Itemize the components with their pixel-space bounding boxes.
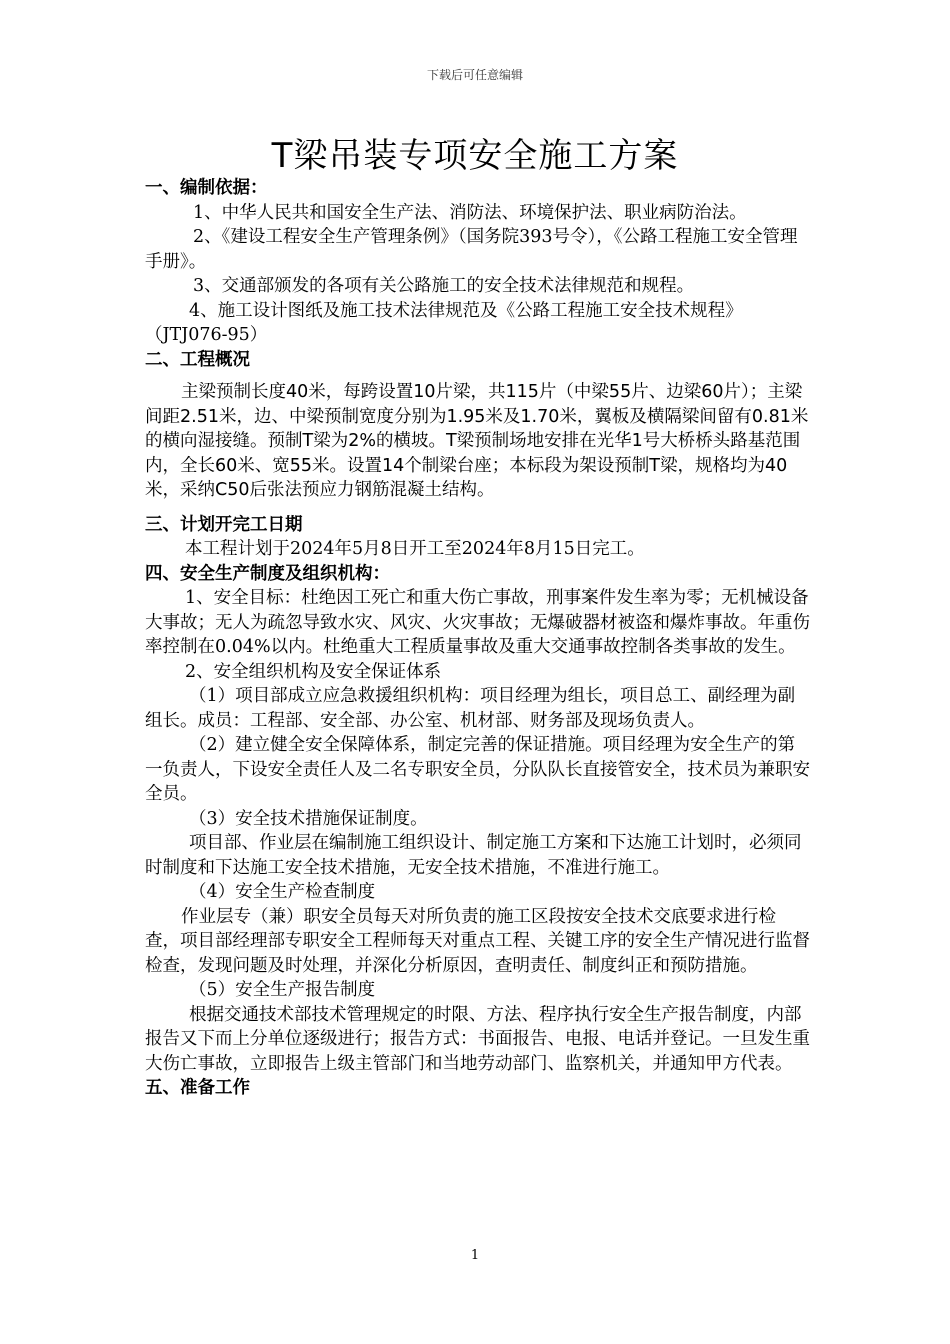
paragraph: 本工程计划于2024年5月8日开工至2024年8月15日完工。 — [185, 539, 645, 559]
page-header: 下载后可任意编辑 — [426, 68, 523, 82]
section-heading-3: 三、计划开完工日期 — [145, 514, 303, 535]
document-title: T梁吊装专项安全施工方案 — [271, 136, 679, 176]
paragraph: （5）安全生产报告制度 — [189, 980, 376, 1000]
paragraph: 主梁预制长度40米，每跨设置10片梁，共115片（中梁55片、边梁60片）；主梁间距2.51米，边、中梁预制宽度分别为1.95米及1.70米，翼板及横隔梁间留有0.81米的横向湿接缝。预制T梁为2%的横坡。T梁预制场地安排在光华1号大桥桥头路基范围内，全长60米、宽55米。设置14个制梁台座；本标段为架设预制T梁，规格均为40米，采纳C50后张法预应力钢筋混凝土结构。 — [145, 382, 809, 500]
document-body — [145, 176, 810, 1101]
page-number: 1 — [470, 1248, 480, 1263]
paragraph: 项目部、作业层在编制施工组织设计、制定施工方案和下达施工计划时，必须同时制度和下达施工安全技术措施，无安全技术措施，不准进行施工。 — [145, 833, 802, 878]
paragraph: 作业层专（兼）职安全员每天对所负责的施工区段按安全技术交底要求进行检查，项目部经理部专职安全工程师每天对重点工程、关键工序的安全生产情况进行监督检查，发现问题及时处理，并深化分析原因，查明责任、制度纠正和预防措施。 — [145, 906, 810, 976]
section-heading-4: 四、安全生产制度及组织机构： — [145, 563, 390, 584]
paragraph: 1、中华人民共和国安全生产法、消防法、环境保护法、职业病防治法。 — [193, 202, 747, 223]
paragraph: （1）项目部成立应急救援组织机构：项目经理为组长，项目总工、副经理为副组长。成员：工程部、安全部、办公室、机材部、财务部及现场负责人。 — [145, 686, 796, 731]
paragraph: 1、安全目标：杜绝因工死亡和重大伤亡事故，刑事案件发生率为零；无机械设备大事故；无人为疏忽导致水灾、风灾、火灾事故；无爆破器材被盗和爆炸事故。年重伤率控制在0.04%以内。杜绝重大工程质量事故及重大交通事故控制各类事故的发生。 — [145, 588, 810, 657]
paragraph: （4）安全生产检查制度 — [189, 882, 376, 902]
paragraph: 3、交通部颁发的各项有关公路施工的安全技术法律规范和规程。 — [193, 276, 695, 296]
section-heading-1: 一、编制依据： — [145, 178, 268, 198]
paragraph: （3）安全技术措施保证制度。 — [189, 808, 428, 829]
paragraph: 2、安全组织机构及安全保证体系 — [185, 661, 442, 682]
paragraph: 4、施工设计图纸及施工技术法律规范及《公路工程施工安全技术规程》（JTJ076-95） — [145, 300, 743, 345]
paragraph: 根据交通技术部技术管理规定的时限、方法、程序执行安全生产报告制度，内部报告又下而上分单位逐级进行；报告方式：书面报告、电报、电话并登记。一旦发生重大伤亡事故，立即报告上级主管部门和当地劳动部门、监察机关，并通知甲方代表。 — [145, 1004, 810, 1074]
paragraph: （2）建立健全安全保障体系，制定完善的保证措施。项目经理为安全生产的第一负责人，下设安全责任人及二名专职安全员，分队队长直接管安全，技术员为兼职安全员。 — [145, 735, 810, 804]
section-heading-5: 五、准备工作 — [145, 1078, 250, 1098]
paragraph: 2、《建设工程安全生产管理条例》（国务院393号令），《公路工程施工安全管理手册》。 — [145, 227, 798, 272]
section-heading-2: 二、工程概况 — [145, 349, 250, 370]
